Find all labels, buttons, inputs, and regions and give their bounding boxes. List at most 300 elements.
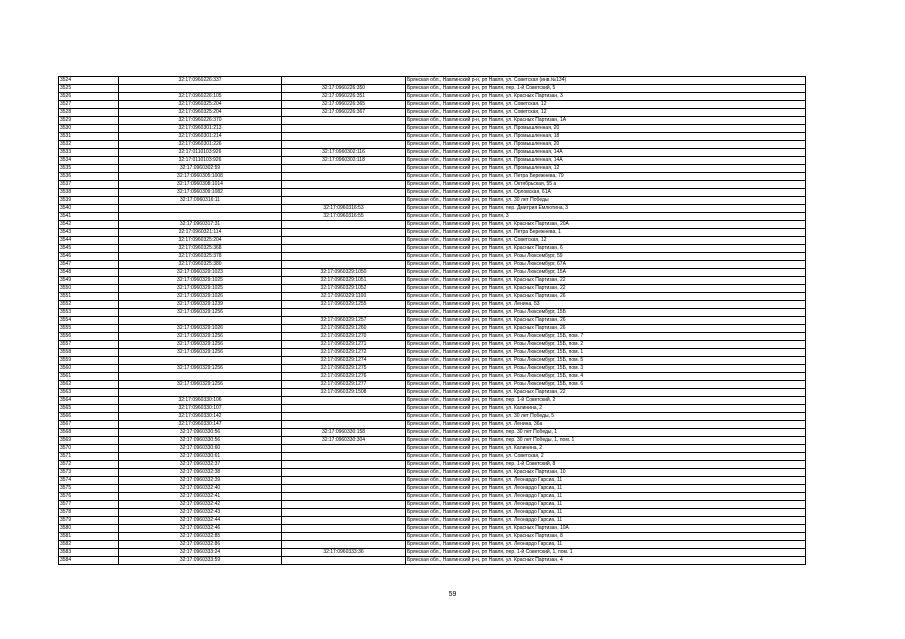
address-cell: Брянская обл., Навлинский р-н, рп Навля, ул. Советская, 12 [406,237,806,245]
table-row [59,93,806,101]
address-cell: Брянская обл., Навлинский р-н, рп Навля, 3 [406,213,806,221]
object-cadastral-number-cell [282,181,406,189]
object-cadastral-number-cell [282,133,406,141]
address-cell: Брянская обл., Навлинский р-н, рп Навля, ул. Красных Партизан, 10А [406,525,806,533]
address-cell: Брянская обл., Навлинский р-н, рп Навля, ул. Промышленная, 20 [406,141,806,149]
table-row [59,413,806,421]
row-number-cell: 3579 [59,517,119,525]
object-cadastral-number-cell: 32:17:0960330:304 [282,437,406,445]
object-cadastral-number-cell: 32:17:0960329:1257 [282,317,406,325]
table-row [59,85,806,93]
registry-table [58,76,806,565]
row-number-cell: 3524 [59,77,119,85]
cadastral-number-cell: 32:17:0960329:1256 [119,309,282,317]
address-cell: Брянская обл., Навлинский р-н, рп Навля, ул. Красных Партизан, 6 [406,245,806,253]
cadastral-number-cell [119,317,282,325]
cadastral-number-cell [119,357,282,365]
cadastral-number-cell: 32:17:0960325:380 [119,261,282,269]
row-number-cell: 3537 [59,181,119,189]
table-row [59,197,806,205]
address-cell: Брянская обл., Навлинский р-н, рп Навля, ул. Красных Партизан, 3 [406,93,806,101]
object-cadastral-number-cell [282,501,406,509]
address-cell: Брянская обл., Навлинский р-н, рп Навля, ул. Промышленная, 14А [406,157,806,165]
table-row [59,277,806,285]
cadastral-number-cell: 32:17:0960329:1026 [119,325,282,333]
object-cadastral-number-cell [282,453,406,461]
table-row [59,461,806,469]
table-row [59,149,806,157]
object-cadastral-number-cell [282,469,406,477]
address-cell: Брянская обл., Навлинский р-н, рп Навля, ул. Леонардо Гарсиа, 11 [406,501,806,509]
cadastral-number-cell: 32:17:0960329:1026 [119,293,282,301]
row-number-cell: 3566 [59,413,119,421]
object-cadastral-number-cell [282,485,406,493]
row-number-cell: 3577 [59,501,119,509]
row-number-cell: 3554 [59,317,119,325]
cadastral-number-cell: 32:17:0960333:24 [119,549,282,557]
row-number-cell: 3542 [59,221,119,229]
row-number-cell: 3555 [59,325,119,333]
object-cadastral-number-cell [282,237,406,245]
address-cell: Брянская обл., Навлинский р-н, рп Навля, ул. Советская (инв.№134) [406,77,806,85]
cadastral-number-cell: 32:17:0960226:105 [119,93,282,101]
table-row [59,381,806,389]
cadastral-number-cell: 32:17:0960329:1256 [119,349,282,357]
cadastral-number-cell: 32:17:0960333:59 [119,557,282,565]
cadastral-number-cell: 32:17:0960330:60 [119,445,282,453]
cadastral-number-cell: 32:17:0960317:31 [119,221,282,229]
object-cadastral-number-cell: 32:17:0960329:1275 [282,365,406,373]
cadastral-number-cell: 32:17:0960332:43 [119,509,282,517]
object-cadastral-number-cell: 32:17:0960329:1272 [282,349,406,357]
table-row [59,157,806,165]
cadastral-number-cell: 32:17:0960330:61 [119,453,282,461]
table-row [59,445,806,453]
object-cadastral-number-cell: 32:17:0960329:1271 [282,341,406,349]
address-cell: Брянская обл., Навлинский р-н, рп Навля, ул. Петра Бережнева, 79 [406,173,806,181]
cadastral-number-cell: 32:17:0960329:1025 [119,285,282,293]
object-cadastral-number-cell: 32:17:0960329:1274 [282,357,406,365]
cadastral-number-cell: 32:17:0960305:1008 [119,173,282,181]
row-number-cell: 3564 [59,397,119,405]
object-cadastral-number-cell: 32:17:0960226:351 [282,93,406,101]
address-cell: Брянская обл., Навлинский р-н, рп Навля, ул. Красных Партизан, 10 [406,469,806,477]
table-row [59,205,806,213]
row-number-cell: 3549 [59,277,119,285]
cadastral-number-cell: 32:17:0960329:1256 [119,333,282,341]
address-cell: Брянская обл., Навлинский р-н, рп Навля, ул. Петра Бережнева, 1 [406,229,806,237]
object-cadastral-number-cell: 32:17:0960329:1260 [282,325,406,333]
cadastral-number-cell: 32:17:0960329:1256 [119,381,282,389]
row-number-cell: 3580 [59,525,119,533]
cadastral-number-cell: 32:17:0960329:1256 [119,341,282,349]
cadastral-number-cell: 32:17:0960332:44 [119,517,282,525]
object-cadastral-number-cell: 32:17:0960329:1051 [282,277,406,285]
object-cadastral-number-cell [282,165,406,173]
object-cadastral-number-cell [282,413,406,421]
row-number-cell: 3531 [59,133,119,141]
table-row [59,101,806,109]
address-cell: Брянская обл., Навлинский р-н, рп Навля, ул. Леонардо Гарсиа, 11 [406,541,806,549]
row-number-cell: 3563 [59,389,119,397]
cadastral-number-cell [119,389,282,397]
row-number-cell: 3550 [59,285,119,293]
table-row [59,389,806,397]
object-cadastral-number-cell: 32:17:0960226:367 [282,109,406,117]
address-cell: Брянская обл., Навлинский р-н, рп Навля, ул. 30 лет Победы [406,197,806,205]
row-number-cell: 3565 [59,405,119,413]
cadastral-number-cell: 32:17:0960330:107 [119,405,282,413]
cadastral-number-cell: 32:17:0960226:337 [119,77,282,85]
address-cell: Брянская обл., Навлинский р-н, рп Навля, ул. Советская, 12 [406,109,806,117]
table-row [59,77,806,85]
address-cell: Брянская обл., Навлинский р-н, рп Навля, ул. Калинина, 2 [406,405,806,413]
object-cadastral-number-cell: 32:17:0960330:158 [282,429,406,437]
table-row [59,325,806,333]
object-cadastral-number-cell: 32:17:0960333:36 [282,549,406,557]
address-cell: Брянская обл., Навлинский р-н, рп Навля, ул. 30 лет Победы, 5 [406,413,806,421]
address-cell: Брянская обл., Навлинский р-н, рп Навля, пер. 1-й Советский, 1, пом. 1 [406,549,806,557]
object-cadastral-number-cell [282,197,406,205]
address-cell: Брянская обл., Навлинский р-н, рп Навля, ул. Розы Люксембург, 15Б, пом. 2 [406,341,806,349]
address-cell: Брянская обл., Навлинский р-н, рп Навля, пер. 1-й Советский, 5 [406,85,806,93]
cadastral-number-cell: 32:17:0960325:378 [119,253,282,261]
cadastral-number-cell: 32:17:0960325:204 [119,237,282,245]
address-cell: Брянская обл., Навлинский р-н, рп Навля, пер. 1-й Советский, 2 [406,397,806,405]
object-cadastral-number-cell: 32:17:0960329:1508 [282,389,406,397]
table-row [59,285,806,293]
row-number-cell: 3526 [59,93,119,101]
row-number-cell: 3582 [59,541,119,549]
table-row [59,309,806,317]
row-number-cell: 3573 [59,469,119,477]
table-row [59,213,806,221]
cadastral-number-cell: 32:17:0960332:38 [119,469,282,477]
table-row [59,365,806,373]
address-cell: Брянская обл., Навлинский р-н, рп Навля, ул. Ленина, 53 [406,301,806,309]
row-number-cell: 3576 [59,493,119,501]
table-row [59,397,806,405]
object-cadastral-number-cell [282,261,406,269]
cadastral-number-cell: 32:17:0960325:368 [119,245,282,253]
table-row [59,421,806,429]
row-number-cell: 3574 [59,477,119,485]
cadastral-number-cell: 32:17:0960332:42 [119,501,282,509]
object-cadastral-number-cell [282,253,406,261]
cadastral-number-cell: 32:17:0960329:1023 [119,269,282,277]
row-number-cell: 3547 [59,261,119,269]
table-row [59,133,806,141]
table-row [59,173,806,181]
table-row [59,429,806,437]
cadastral-number-cell: 32:17:0960325:204 [119,109,282,117]
address-cell: Брянская обл., Навлинский р-н, рп Навля, пер. 30 лет Победы, 1, пом. 1 [406,437,806,445]
table-row [59,293,806,301]
object-cadastral-number-cell [282,173,406,181]
table-row [59,405,806,413]
object-cadastral-number-cell [282,509,406,517]
row-number-cell: 3567 [59,421,119,429]
row-number-cell: 3548 [59,269,119,277]
address-cell: Брянская обл., Навлинский р-н, рп Навля, ул. Советская, 2 [406,453,806,461]
object-cadastral-number-cell: 32:17:0960329:1255 [282,301,406,309]
address-cell: Брянская обл., Навлинский р-н, рп Навля, ул. Розы Люксембург, 15Б, пом. 7 [406,333,806,341]
table-row [59,557,806,565]
table-row [59,525,806,533]
address-cell: Брянская обл., Навлинский р-н, рп Навля, ул. Промышленная, 12 [406,165,806,173]
table-row [59,245,806,253]
address-cell: Брянская обл., Навлинский р-н, рп Навля, ул. Красных Партизан, 26 [406,325,806,333]
table-row [59,373,806,381]
table-row [59,261,806,269]
cadastral-number-cell: 32:17:0960332:46 [119,525,282,533]
address-cell: Брянская обл., Навлинский р-н, рп Навля, ул. Леонардо Гарсиа, 11 [406,477,806,485]
table-row [59,341,806,349]
object-cadastral-number-cell: 32:17:0960302:118 [282,157,406,165]
cadastral-number-cell [119,205,282,213]
address-cell: Брянская обл., Навлинский р-н, рп Навля, ул. Розы Люксембург, 15Б, пом. 1 [406,349,806,357]
cadastral-number-cell: 32:17:0960316:11 [119,197,282,205]
row-number-cell: 3543 [59,229,119,237]
table-row [59,485,806,493]
object-cadastral-number-cell [282,525,406,533]
row-number-cell: 3528 [59,109,119,117]
address-cell: Брянская обл., Навлинский р-н, рп Навля, ул. Розы Люксембург, 59 [406,253,806,261]
row-number-cell: 3534 [59,157,119,165]
table-row [59,181,806,189]
object-cadastral-number-cell [282,557,406,565]
row-number-cell: 3583 [59,549,119,557]
table-row [59,549,806,557]
registry-table-body [59,77,806,565]
cadastral-number-cell [119,373,282,381]
cadastral-number-cell: 32:17:0960302:59 [119,165,282,173]
table-row [59,165,806,173]
object-cadastral-number-cell [282,245,406,253]
cadastral-number-cell [119,85,282,93]
object-cadastral-number-cell: 32:17:0960329:1276 [282,373,406,381]
address-cell: Брянская обл., Навлинский р-н, рп Навля, ул. Красных Партизан, 26 [406,293,806,301]
address-cell: Брянская обл., Навлинский р-н, рп Навля, ул. Промышленная, 20 [406,125,806,133]
object-cadastral-number-cell [282,221,406,229]
row-number-cell: 3559 [59,357,119,365]
cadastral-number-cell: 32:17:0960329:1025 [119,277,282,285]
object-cadastral-number-cell [282,77,406,85]
row-number-cell: 3536 [59,173,119,181]
object-cadastral-number-cell [282,533,406,541]
row-number-cell: 3541 [59,213,119,221]
table-row [59,501,806,509]
address-cell: Брянская обл., Навлинский р-н, рп Навля, ул. Леонардо Гарсиа, 11 [406,485,806,493]
object-cadastral-number-cell: 32:17:0960302:116 [282,149,406,157]
address-cell: Брянская обл., Навлинский р-н, рп Навля, ул. Розы Люксембург, 67А [406,261,806,269]
address-cell: Брянская обл., Навлинский р-н, рп Навля, пер. 30 лет Победы, 1 [406,429,806,437]
table-row [59,317,806,325]
cadastral-number-cell: 32:17:0110103:926 [119,149,282,157]
cadastral-number-cell: 32:17:0960325:204 [119,101,282,109]
row-number-cell: 3558 [59,349,119,357]
address-cell: Брянская обл., Навлинский р-н, рп Навля, ул. Орловская, 61А [406,189,806,197]
cadastral-number-cell: 32:17:0960308:1014 [119,181,282,189]
row-number-cell: 3571 [59,453,119,461]
address-cell: Брянская обл., Навлинский р-н, рп Навля, ул. Промышленная, 18 [406,133,806,141]
table-row [59,453,806,461]
object-cadastral-number-cell: 32:17:0960329:1270 [282,333,406,341]
object-cadastral-number-cell [282,541,406,549]
row-number-cell: 3570 [59,445,119,453]
cadastral-number-cell: 32:17:0960330:147 [119,421,282,429]
object-cadastral-number-cell [282,189,406,197]
address-cell: Брянская обл., Навлинский р-н, рп Навля, ул. Розы Люксембург, 15А [406,269,806,277]
table-row [59,477,806,485]
object-cadastral-number-cell: 32:17:0960316:55 [282,213,406,221]
cadastral-number-cell: 32:17:0960332:85 [119,533,282,541]
cadastral-number-cell: 32:17:0960301:214 [119,133,282,141]
cadastral-number-cell: 32:17:0960332:39 [119,477,282,485]
address-cell: Брянская обл., Навлинский р-н, рп Навля, ул. Розы Люксембург, 15Б [406,309,806,317]
row-number-cell: 3575 [59,485,119,493]
address-cell: Брянская обл., Навлинский р-н, рп Навля, ул. Розы Люксембург, 15Б, пом. 6 [406,381,806,389]
cadastral-number-cell: 32:17:0110103:926 [119,157,282,165]
object-cadastral-number-cell [282,125,406,133]
row-number-cell: 3540 [59,205,119,213]
object-cadastral-number-cell: 32:17:0960316:53 [282,205,406,213]
cadastral-number-cell: 32:17:0960332:41 [119,493,282,501]
table-row [59,509,806,517]
cadastral-number-cell: 32:17:0960330:56 [119,429,282,437]
address-cell: Брянская обл., Навлинский р-н, рп Навля, ул. Красных Партизан, 22 [406,277,806,285]
row-number-cell: 3560 [59,365,119,373]
address-cell: Брянская обл., Навлинский р-н, рп Навля, ул. Красных Партизан, 22 [406,389,806,397]
row-number-cell: 3557 [59,341,119,349]
address-cell: Брянская обл., Навлинский р-н, рп Навля, ул. Красных Партизан, 26 [406,317,806,325]
object-cadastral-number-cell [282,421,406,429]
table-row [59,253,806,261]
row-number-cell: 3544 [59,237,119,245]
cadastral-number-cell: 32:17:0960332:40 [119,485,282,493]
object-cadastral-number-cell [282,461,406,469]
cadastral-number-cell: 32:17:0960226:370 [119,117,282,125]
cadastral-number-cell: 32:17:0960301:226 [119,141,282,149]
row-number-cell: 3535 [59,165,119,173]
row-number-cell: 3530 [59,125,119,133]
address-cell: Брянская обл., Навлинский р-н, рп Навля, ул. Красных Партизан, 8 [406,533,806,541]
row-number-cell: 3578 [59,509,119,517]
table-row [59,221,806,229]
table-row [59,237,806,245]
address-cell: Брянская обл., Навлинский р-н, рп Навля, пер. 1-й Советский, 8 [406,461,806,469]
table-row [59,109,806,117]
cadastral-number-cell: 32:17:0960330:56 [119,437,282,445]
table-row [59,541,806,549]
table-row [59,229,806,237]
row-number-cell: 3525 [59,85,119,93]
row-number-cell: 3568 [59,429,119,437]
object-cadastral-number-cell: 32:17:0960329:1277 [282,381,406,389]
cadastral-number-cell: 32:17:0960329:1239 [119,301,282,309]
cadastral-number-cell [119,213,282,221]
object-cadastral-number-cell [282,517,406,525]
cadastral-number-cell: 32:17:0960301:213 [119,125,282,133]
object-cadastral-number-cell: 32:17:0960226:350 [282,85,406,93]
row-number-cell: 3545 [59,245,119,253]
cadastral-number-cell: 32:17:0960330:142 [119,413,282,421]
cadastral-number-cell: 32:17:0960321:114 [119,229,282,237]
row-number-cell: 3527 [59,101,119,109]
cadastral-number-cell: 32:17:0960329:1256 [119,365,282,373]
object-cadastral-number-cell: 32:17:0960329:1050 [282,269,406,277]
address-cell: Брянская обл., Навлинский р-н, рп Навля, ул. Розы Люксембург, 15Б, пом. 5 [406,357,806,365]
row-number-cell: 3533 [59,149,119,157]
table-row [59,189,806,197]
address-cell: Брянская обл., Навлинский р-н, рп Навля, ул. Розы Люксембург, 15Б, пом. 3 [406,365,806,373]
address-cell: Брянская обл., Навлинский р-н, рп Навля, ул. Советская, 12 [406,101,806,109]
address-cell: Брянская обл., Навлинский р-н, рп Навля, ул. Розы Люксембург, 15Б, пом. 4 [406,373,806,381]
address-cell: Брянская обл., Навлинский р-н, рп Навля, ул. Красных Партизан, 1А [406,117,806,125]
address-cell: Брянская обл., Навлинский р-н, рп Навля, ул. Октябрьская, 55 а [406,181,806,189]
object-cadastral-number-cell: 32:17:0960226:365 [282,101,406,109]
row-number-cell: 3538 [59,189,119,197]
table-row [59,349,806,357]
address-cell: Брянская обл., Навлинский р-н, рп Навля, ул. Леонардо Гарсиа, 11 [406,517,806,525]
page-number: 59 [448,591,457,598]
table-row [59,117,806,125]
address-cell: Брянская обл., Навлинский р-н, рп Навля, ул. Леонардо Гарсиа, 11 [406,493,806,501]
row-number-cell: 3529 [59,117,119,125]
table-row [59,301,806,309]
address-cell: Брянская обл., Навлинский р-н, рп Навля, ул. Красных Партизан, 22 [406,285,806,293]
table-row [59,437,806,445]
table-row [59,493,806,501]
address-cell: Брянская обл., Навлинский р-н, рп Навля, ул. Красных Партизан, 4 [406,557,806,565]
object-cadastral-number-cell [282,229,406,237]
cadastral-number-cell: 32:17:0960332:86 [119,541,282,549]
table-row [59,357,806,365]
row-number-cell: 3561 [59,373,119,381]
row-number-cell: 3581 [59,533,119,541]
object-cadastral-number-cell [282,309,406,317]
table-row [59,469,806,477]
row-number-cell: 3584 [59,557,119,565]
row-number-cell: 3572 [59,461,119,469]
table-row [59,141,806,149]
row-number-cell: 3562 [59,381,119,389]
object-cadastral-number-cell: 32:17:0960329:1100 [282,293,406,301]
row-number-cell: 3551 [59,293,119,301]
cadastral-number-cell: 32:17:0960332:37 [119,461,282,469]
row-number-cell: 3539 [59,197,119,205]
object-cadastral-number-cell [282,405,406,413]
address-cell: Брянская обл., Навлинский р-н, рп Навля, ул. Промышленная, 14А [406,149,806,157]
object-cadastral-number-cell [282,493,406,501]
row-number-cell: 3532 [59,141,119,149]
object-cadastral-number-cell [282,477,406,485]
table-row [59,333,806,341]
object-cadastral-number-cell [282,445,406,453]
row-number-cell: 3546 [59,253,119,261]
address-cell: Брянская обл., Навлинский р-н, рп Навля, ул. Леонардо Гарсиа, 11 [406,509,806,517]
row-number-cell: 3552 [59,301,119,309]
address-cell: Брянская обл., Навлинский р-н, рп Навля, ул. Красных Партизан, 20А [406,221,806,229]
object-cadastral-number-cell [282,117,406,125]
object-cadastral-number-cell [282,397,406,405]
object-cadastral-number-cell [282,141,406,149]
row-number-cell: 3556 [59,333,119,341]
object-cadastral-number-cell: 32:17:0960329:1052 [282,285,406,293]
cadastral-number-cell: 32:17:0960309:1082 [119,189,282,197]
table-row [59,533,806,541]
row-number-cell: 3553 [59,309,119,317]
